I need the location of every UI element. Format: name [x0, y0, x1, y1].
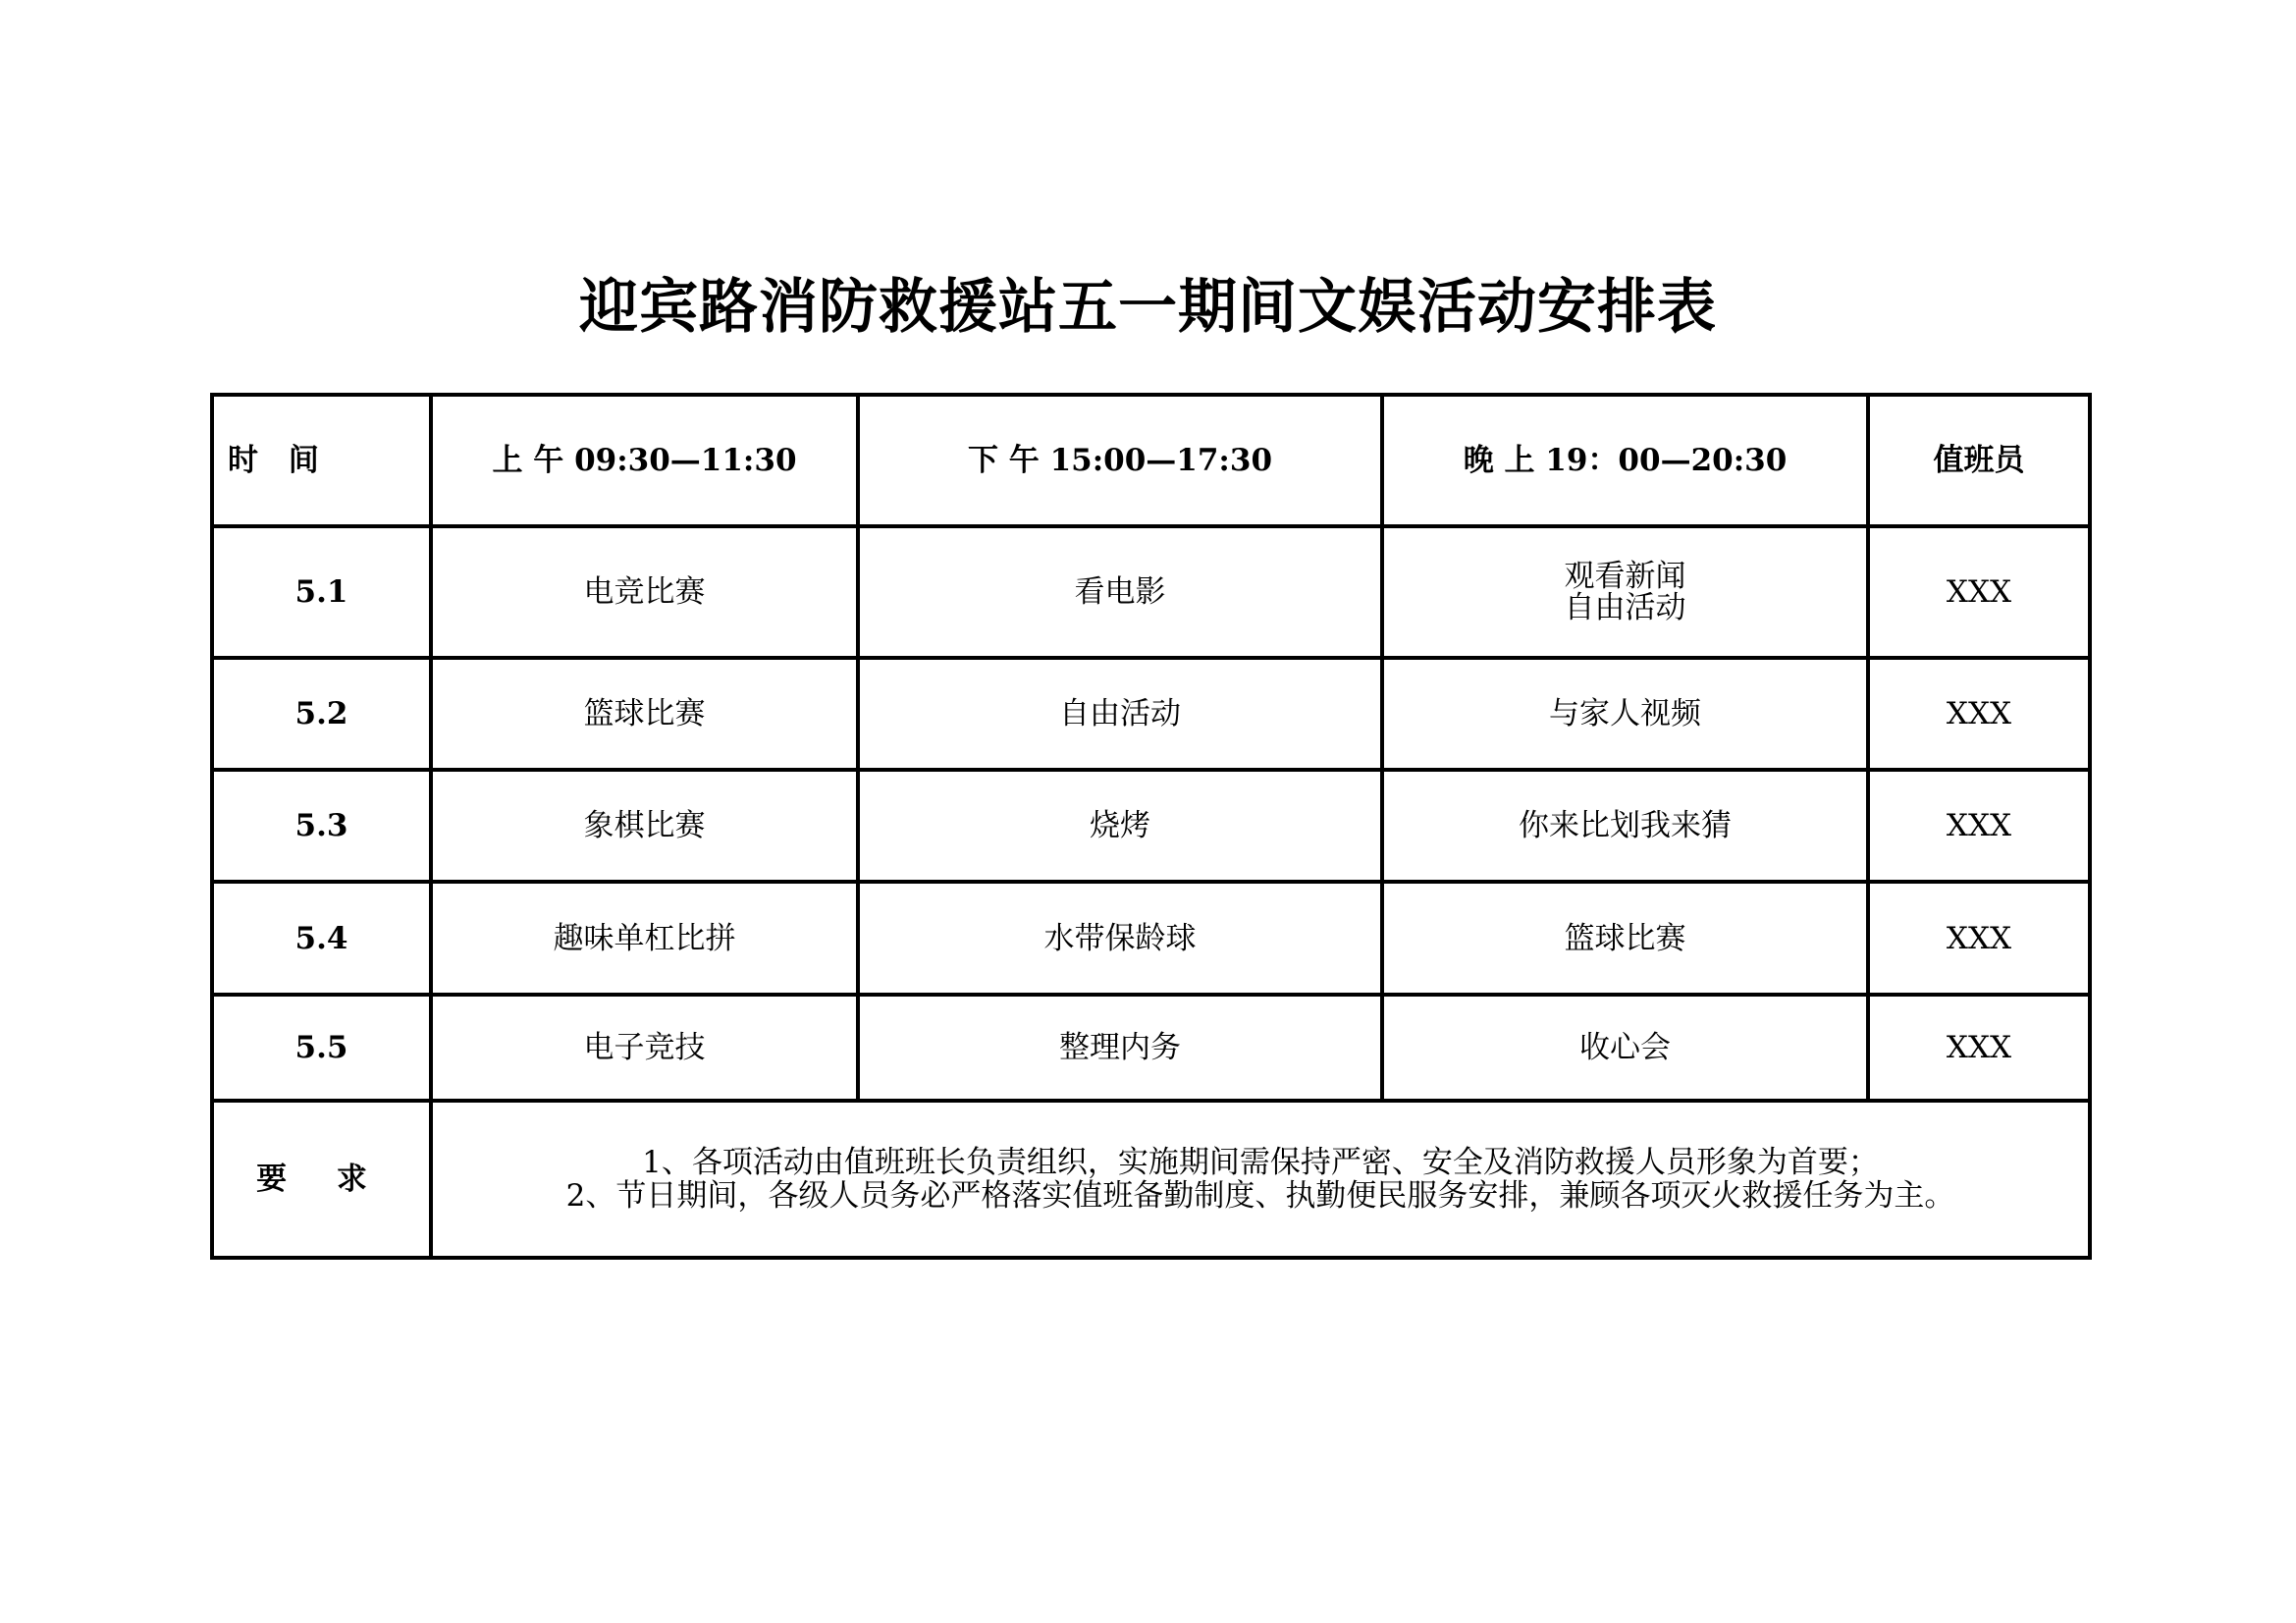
- evening-activity-line: 观看新闻: [1564, 559, 1686, 594]
- table-row: [212, 770, 2090, 882]
- header-evening: 晚 上 19：00—20:30: [1382, 395, 1868, 526]
- duty-officer: XXX: [1868, 658, 2090, 770]
- header-time: 时 间: [212, 395, 431, 526]
- table-row: [212, 995, 2090, 1101]
- requirement-line: 1、各项活动由值班班长负责组织，实施期间需保持严密、安全及消防救援人员形象为首要；: [642, 1145, 1879, 1180]
- date-cell: 5.2: [212, 658, 431, 770]
- date-cell: 5.3: [212, 770, 431, 882]
- header-afternoon: 下 午 15:00—17:30: [858, 395, 1382, 526]
- requirements-label: 要 求: [212, 1101, 431, 1258]
- evening-activity: 与家人视频: [1382, 658, 1868, 770]
- date-cell: 5.5: [212, 995, 431, 1101]
- afternoon-activity: 自由活动: [858, 658, 1382, 770]
- header-row: [212, 395, 2090, 526]
- duty-officer: XXX: [1868, 770, 2090, 882]
- requirements-row: [212, 1101, 2090, 1258]
- schedule-table: [210, 393, 2092, 1260]
- afternoon-activity: 水带保龄球: [858, 882, 1382, 995]
- header-morning: 上 午 09:30—11:30: [431, 395, 858, 526]
- afternoon-activity: 整理内务: [858, 995, 1382, 1101]
- document-title: 迎宾路消防救援站五一期间文娱活动安排表: [579, 273, 1717, 342]
- table-row: [212, 882, 2090, 995]
- duty-officer: XXX: [1868, 995, 2090, 1101]
- afternoon-activity: 看电影: [858, 526, 1382, 658]
- morning-activity: 电竞比赛: [431, 526, 858, 658]
- duty-officer: XXX: [1868, 882, 2090, 995]
- requirements-content: [431, 1101, 2090, 1258]
- table-row: [212, 526, 2090, 658]
- requirement-line: 2、节日期间，各级人员务必严格落实值班备勤制度、执勤便民服务安排，兼顾各项灭火救援任务为主。: [565, 1178, 1955, 1214]
- evening-activity-line: 自由活动: [1564, 590, 1686, 625]
- afternoon-activity: 烧烤: [858, 770, 1382, 882]
- morning-activity: 篮球比赛: [431, 658, 858, 770]
- evening-activity: 篮球比赛: [1382, 882, 1868, 995]
- duty-officer: XXX: [1868, 526, 2090, 658]
- morning-activity: 电子竞技: [431, 995, 858, 1101]
- evening-activity: 收心会: [1382, 995, 1868, 1101]
- evening-activity: 你来比划我来猜: [1382, 770, 1868, 882]
- date-cell: 5.1: [212, 526, 431, 658]
- morning-activity: 象棋比赛: [431, 770, 858, 882]
- table-row: [212, 658, 2090, 770]
- date-cell: 5.4: [212, 882, 431, 995]
- morning-activity: 趣味单杠比拼: [431, 882, 858, 995]
- evening-activity: [1382, 526, 1868, 658]
- header-duty: 值班员: [1868, 395, 2090, 526]
